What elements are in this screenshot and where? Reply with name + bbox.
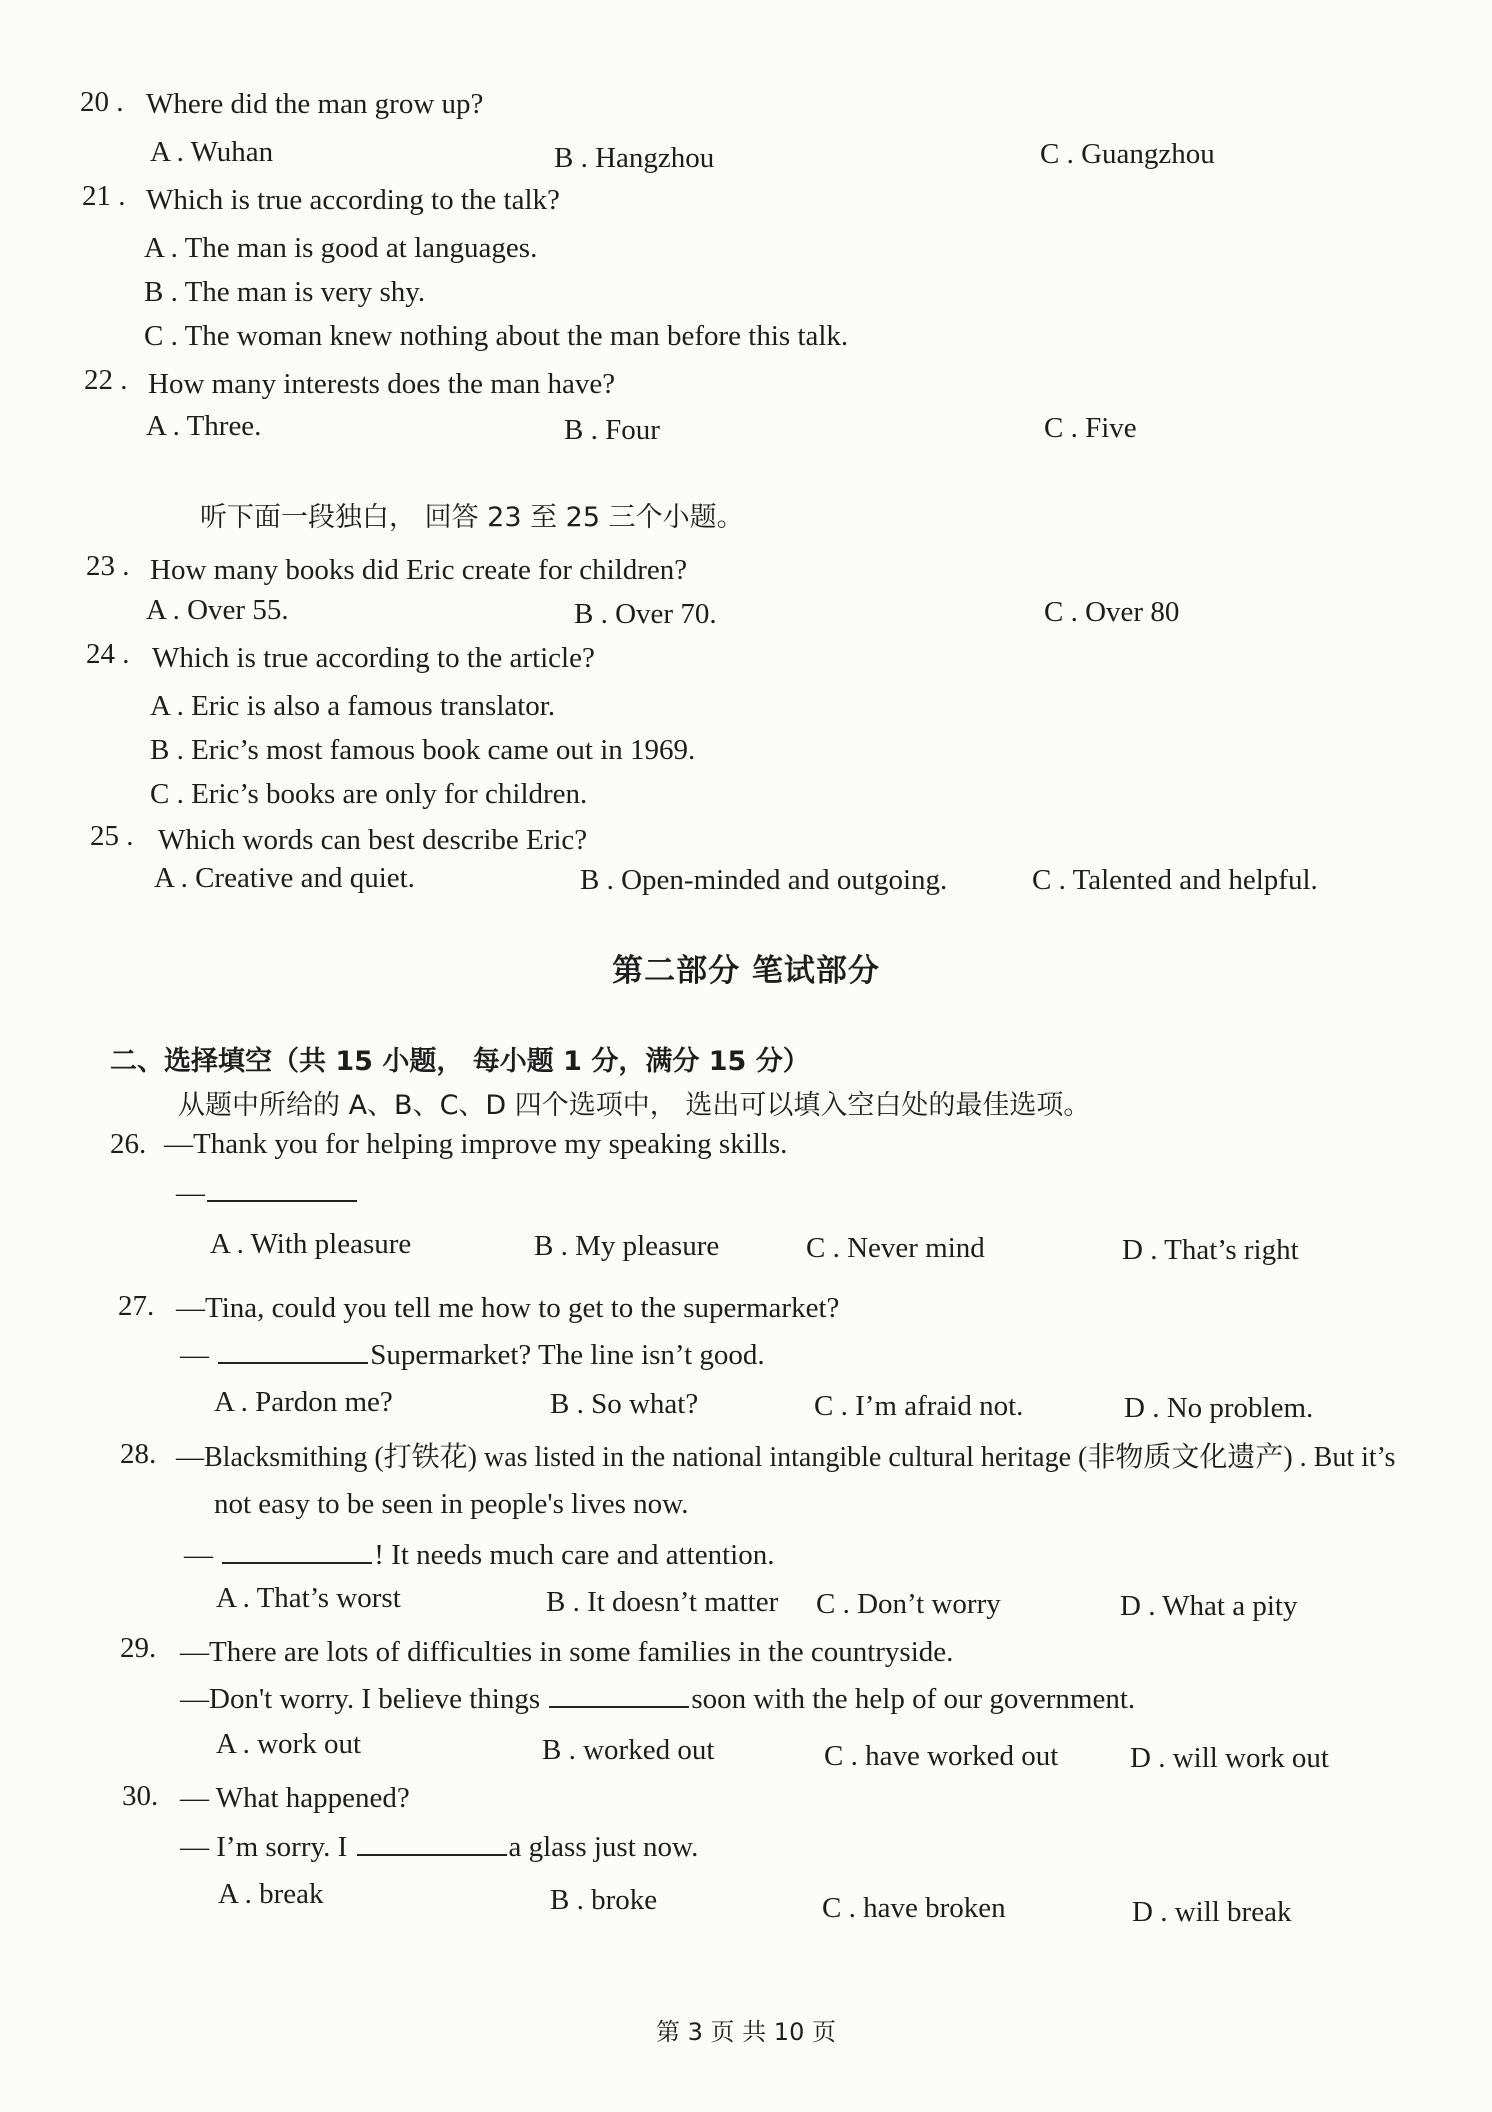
question-stem: Where did the man grow up? xyxy=(146,88,484,120)
section2-instruction: 从题中所给的 A、B、C、D 四个选项中， 选出可以填入空白处的最佳选项。 xyxy=(178,1090,1091,1121)
option-b: B . Eric’s most famous book came out in 1969. xyxy=(150,734,696,766)
option-c: C . have worked out xyxy=(824,1740,1059,1772)
option-b: B . worked out xyxy=(542,1734,715,1766)
question-number: 24 . xyxy=(86,638,130,670)
option-c: C . Eric’s books are only for children. xyxy=(150,778,588,810)
line-2-suffix: a glass just now. xyxy=(508,1831,699,1863)
answer-line xyxy=(180,1828,698,1865)
question-number: 22 . xyxy=(84,364,128,396)
line-2-text: —Don't worry. I believe things xyxy=(180,1683,541,1715)
option-c: C . The woman knew nothing about the man before this talk. xyxy=(144,320,849,352)
option-a: A . Wuhan xyxy=(150,136,274,168)
question-line-1: — What happened? xyxy=(180,1782,410,1814)
question-stem: How many interests does the man have? xyxy=(148,368,616,400)
option-d: D . will work out xyxy=(1130,1742,1329,1774)
option-a: A . work out xyxy=(216,1728,361,1760)
question-stem: Which is true according to the article? xyxy=(152,642,595,674)
question-number: 29. xyxy=(120,1632,157,1664)
option-b: B . Four xyxy=(564,414,660,446)
option-d: D . will break xyxy=(1132,1896,1292,1928)
answer-line xyxy=(184,1536,774,1573)
question-line-1: —Blacksmithing (打铁花) was listed in the national intangible cultural heritage (非物质文化遗产) . But it’s xyxy=(176,1442,1396,1473)
option-d: D . That’s right xyxy=(1122,1234,1299,1266)
dash: — xyxy=(184,1539,213,1571)
question-number: 25 . xyxy=(90,820,134,852)
question-number: 27. xyxy=(118,1290,155,1322)
option-c: C . Never mind xyxy=(806,1232,985,1264)
line-2-suffix: soon with the help of our government. xyxy=(691,1683,1136,1715)
option-b: B . My pleasure xyxy=(534,1230,720,1262)
option-a: A . Pardon me? xyxy=(214,1386,393,1418)
option-b: B . broke xyxy=(550,1884,658,1916)
line-2-text: Supermarket? The line isn’t good. xyxy=(370,1339,765,1371)
option-a: A . Eric is also a famous translator. xyxy=(150,690,556,722)
option-b: B . It doesn’t matter xyxy=(546,1586,779,1618)
question-number: 26. xyxy=(110,1128,147,1160)
option-a: A . With pleasure xyxy=(210,1228,412,1260)
section2-title: 二、选择填空（共 15 小题， 每小题 1 分，满分 15 分） xyxy=(110,1046,810,1077)
option-c: C . Talented and helpful. xyxy=(1032,864,1318,896)
question-stem: Which is true according to the talk? xyxy=(146,184,560,216)
option-b: B . Open-minded and outgoing. xyxy=(580,864,948,896)
answer-blank[interactable] xyxy=(549,1680,689,1708)
answer-line xyxy=(176,1174,359,1211)
option-a: A . Over 55. xyxy=(146,594,289,626)
question-number: 23 . xyxy=(86,550,130,582)
part2-title: 第二部分 笔试部分 xyxy=(612,953,880,989)
option-a: A . break xyxy=(218,1878,324,1910)
option-c: C . I’m afraid not. xyxy=(814,1390,1024,1422)
answer-blank[interactable] xyxy=(218,1336,368,1364)
dash: — xyxy=(176,1177,205,1209)
answer-line xyxy=(180,1336,765,1373)
option-c: C . Over 80 xyxy=(1044,596,1180,628)
answer-blank[interactable] xyxy=(222,1536,372,1564)
answer-blank[interactable] xyxy=(357,1828,507,1856)
option-b: B . So what? xyxy=(550,1388,699,1420)
question-stem: Which words can best describe Eric? xyxy=(158,824,588,856)
question-number: 28. xyxy=(120,1438,157,1470)
option-a: A . The man is good at languages. xyxy=(144,232,538,264)
option-a: A . That’s worst xyxy=(216,1582,401,1614)
question-stem: How many books did Eric create for children? xyxy=(150,554,688,586)
line-2-text: ! It needs much care and attention. xyxy=(374,1539,775,1571)
option-c: C . Five xyxy=(1044,412,1137,444)
question-line-1b: not easy to be seen in people's lives now. xyxy=(214,1488,689,1520)
option-c: C . Guangzhou xyxy=(1040,138,1215,170)
answer-line xyxy=(180,1680,1135,1717)
option-c: C . Don’t worry xyxy=(816,1588,1001,1620)
page-footer: 第 3 页 共 10 页 xyxy=(656,2018,836,2046)
line-2-text: — I’m sorry. I xyxy=(180,1831,348,1863)
question-line-1: —Tina, could you tell me how to get to the supermarket? xyxy=(176,1292,840,1324)
option-a: A . Creative and quiet. xyxy=(154,862,415,894)
option-d: D . No problem. xyxy=(1124,1392,1314,1424)
monologue-instruction: 听下面一段独白， 回答 23 至 25 三个小题。 xyxy=(200,502,744,533)
option-b: B . Over 70. xyxy=(574,598,717,630)
question-line-1: —Thank you for helping improve my speaking skills. xyxy=(164,1128,788,1160)
option-b: B . Hangzhou xyxy=(554,142,715,174)
question-number: 21 . xyxy=(82,180,126,212)
question-line-1: —There are lots of difficulties in some families in the countryside. xyxy=(180,1636,954,1668)
dash: — xyxy=(180,1339,209,1371)
option-d: D . What a pity xyxy=(1120,1590,1298,1622)
question-number: 20 . xyxy=(80,86,124,118)
option-c: C . have broken xyxy=(822,1892,1006,1924)
option-b: B . The man is very shy. xyxy=(144,276,426,308)
option-a: A . Three. xyxy=(146,410,262,442)
answer-blank[interactable] xyxy=(207,1174,357,1202)
question-number: 30. xyxy=(122,1780,159,1812)
